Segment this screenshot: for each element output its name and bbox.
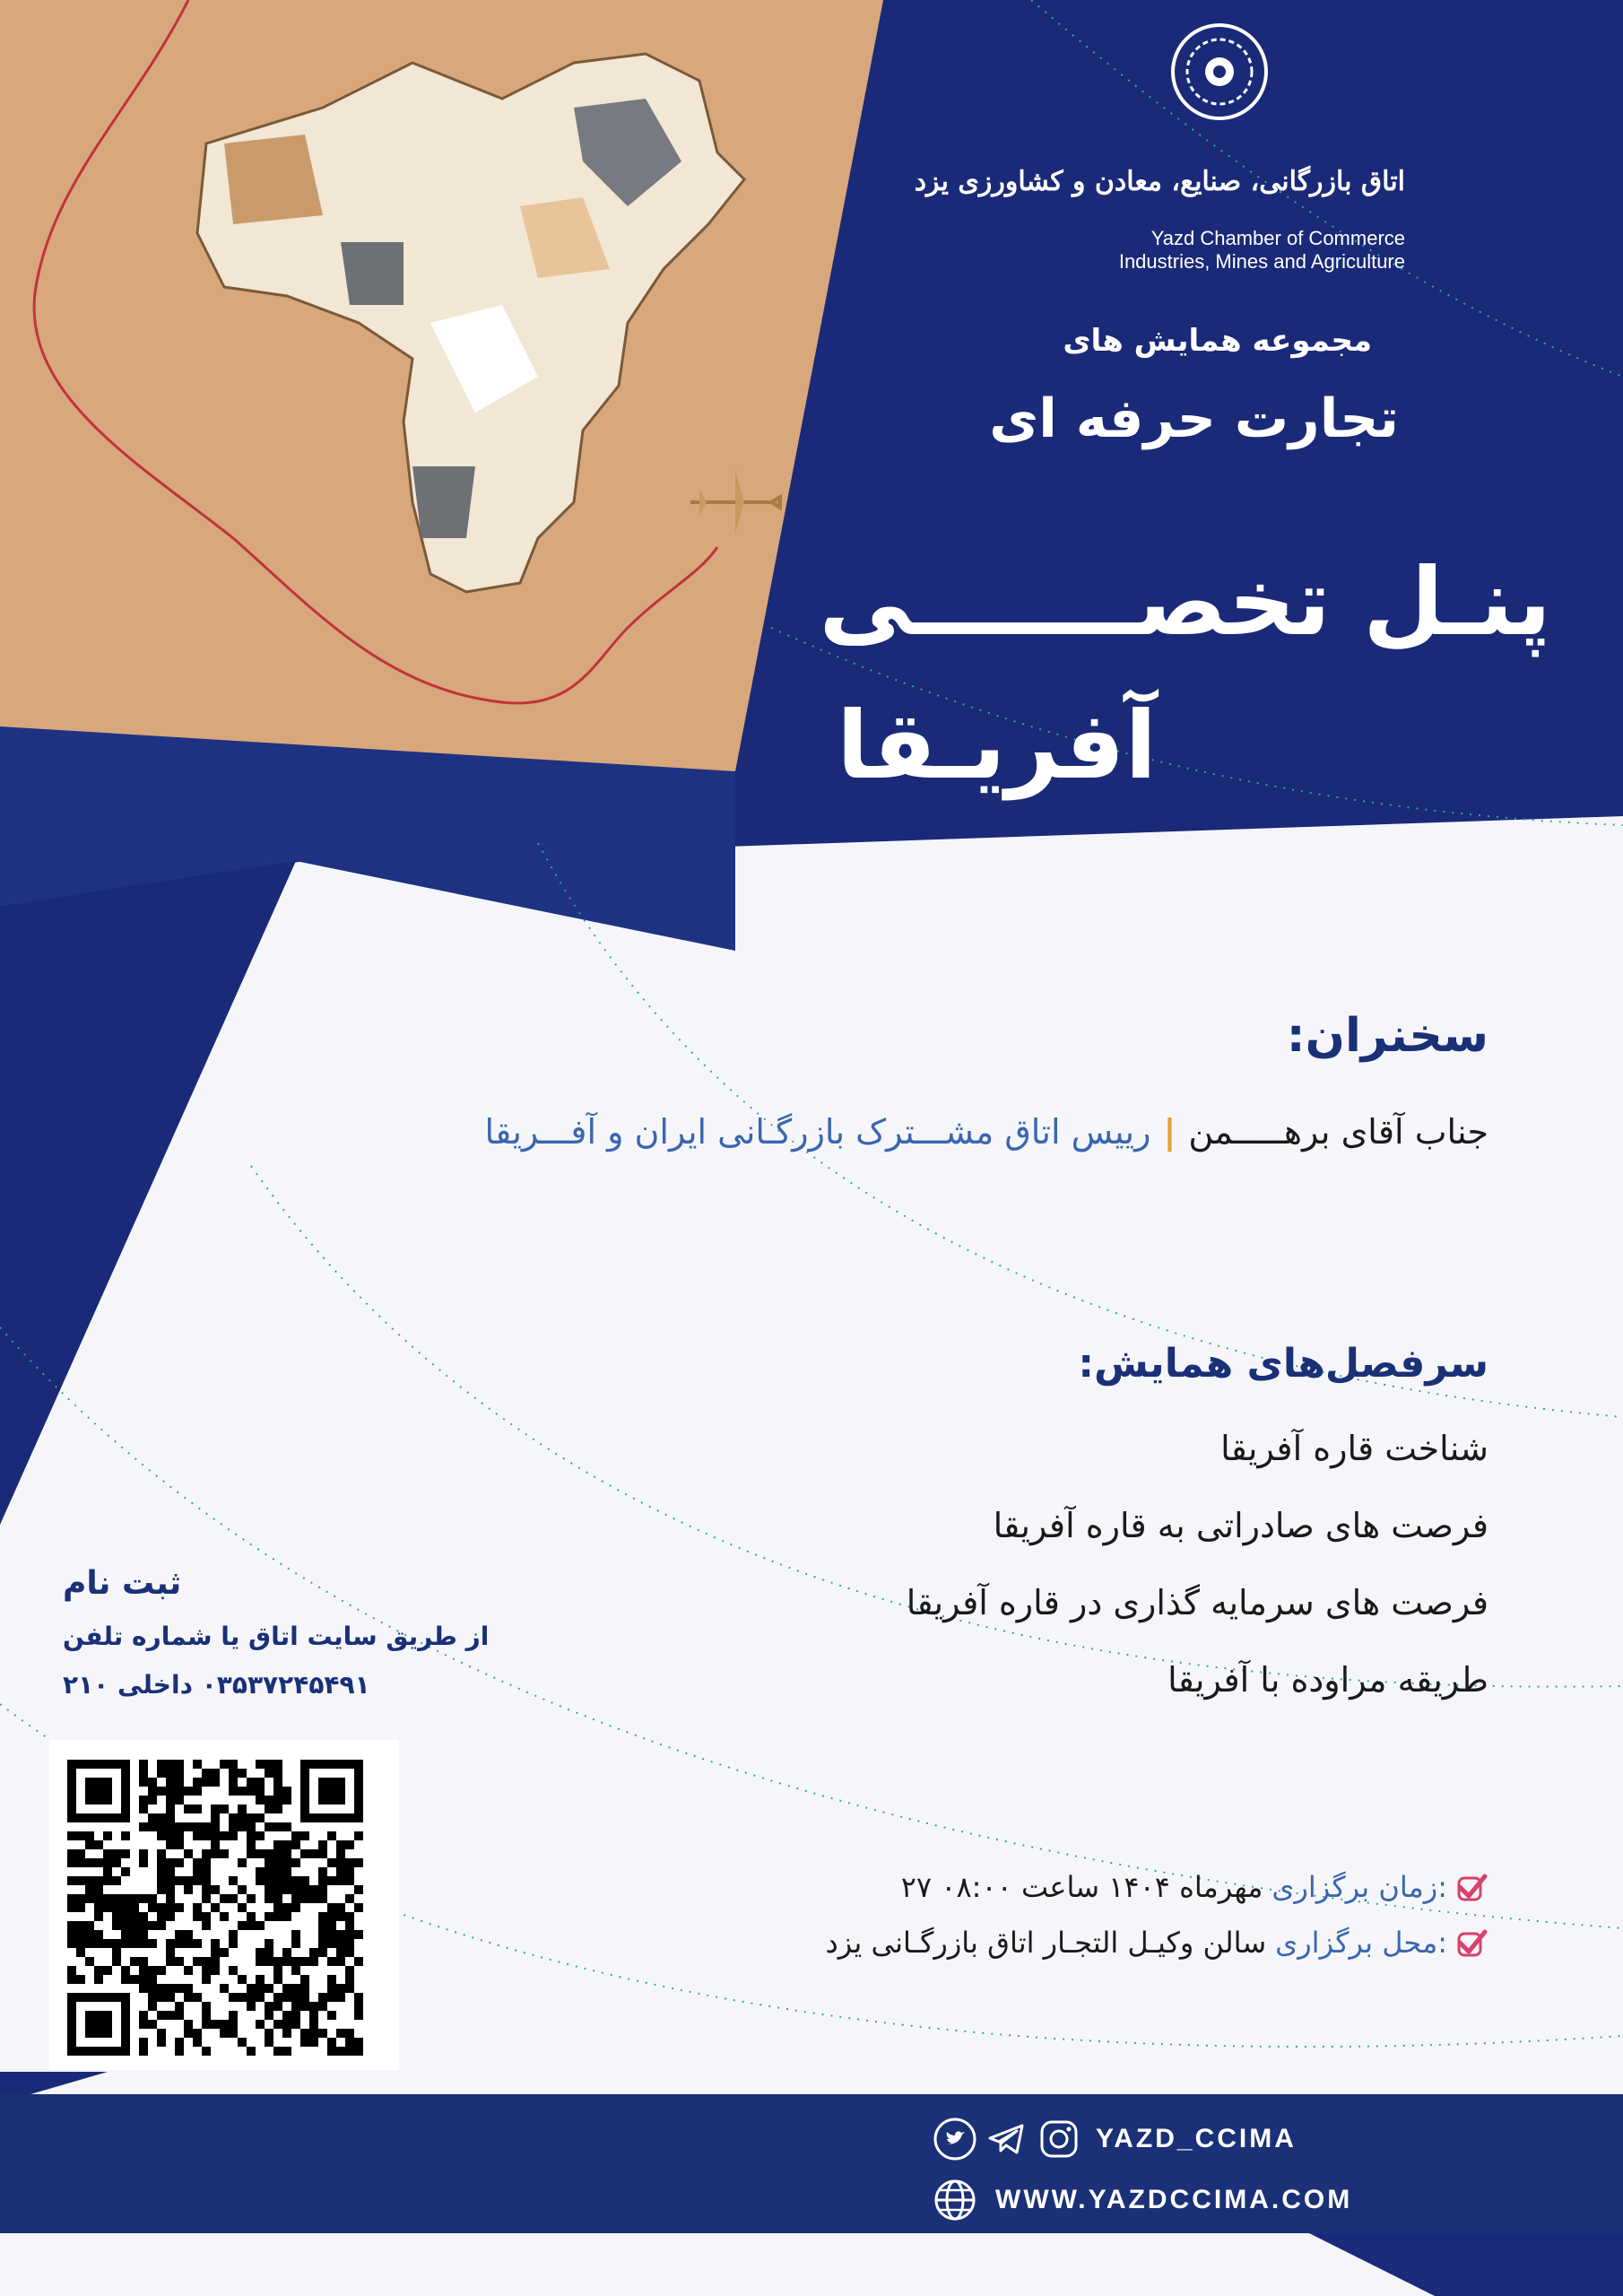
qr-code-image (49, 1740, 399, 2070)
twitter-icon[interactable] (933, 2117, 977, 2161)
event-venue-label: محل برگزاری: (1275, 1926, 1447, 1960)
list-item: فرصت های صادراتی به قاره آفریقا (993, 1506, 1488, 1545)
social-row (933, 2117, 1297, 2161)
event-time-label: زمان برگزاری: (1271, 1870, 1447, 1904)
panel-title-line2: آفریـقا (837, 691, 1157, 800)
registration-title: ثبت نام (63, 1565, 182, 1602)
topics-heading: سرفصل‌های همایش: (1078, 1341, 1488, 1387)
qr-code[interactable] (49, 1740, 399, 2070)
social-handle[interactable]: YAZD_CCIMA (1096, 2124, 1297, 2153)
logo-name-en-line2: Industries, Mines and Agriculture (1118, 250, 1405, 273)
navy-left-wedge (0, 861, 296, 1525)
globe-icon (933, 2178, 977, 2222)
topics-list (907, 1422, 1488, 1730)
panel-title-line1: پنـل تخصـــــــی (819, 547, 1551, 657)
footer-bar (0, 2094, 1623, 2233)
event-time-value: ۲۷ مهرماه ۱۴۰۴ ساعت ۰۸:۰۰ (900, 1870, 1263, 1904)
speaker-role: رییس اتاق مشـــترک بازرگـانی ایران و آفـــریقا (484, 1112, 1151, 1152)
check-icon (1456, 1871, 1488, 1903)
logo-name-en-line1: Yazd Chamber of Commerce (1150, 227, 1405, 249)
chamber-logo-icon (1170, 22, 1269, 121)
speakers-heading: سخنران: (1286, 1009, 1488, 1063)
event-venue-row (825, 1926, 1488, 1960)
logo-name-fa: اتاق بازرگانی، صنایع، معادن و کشاورزی یزد (914, 166, 1405, 197)
check-icon (1456, 1926, 1488, 1959)
instagram-icon[interactable] (1037, 2117, 1081, 2161)
website-link[interactable]: WWW.YAZDCCIMA.COM (995, 2185, 1353, 2214)
series-title: تجارت حرفه ای (989, 387, 1399, 450)
registration-phone[interactable]: ۰۳۵۳۷۲۴۵۴۹۱ داخلی ۲۱۰ (63, 1670, 370, 1700)
speaker-name: جناب آقای برهـــــمن (1188, 1112, 1488, 1152)
event-venue-value: سالن وکیـل التجـار اتاق بازرگـانی یزد (825, 1926, 1267, 1960)
series-subtitle: مجموعه همایش های (1063, 323, 1372, 359)
telegram-icon[interactable] (985, 2117, 1029, 2161)
list-item: طریقه مراوده با آفریقا (1167, 1660, 1488, 1700)
registration-line1: از طریق سایت اتاق یا شماره تلفن (63, 1622, 490, 1651)
speaker-separator: | (1163, 1112, 1176, 1152)
navy-bottom-right-wedge (1309, 2233, 1623, 2296)
event-time-row (901, 1870, 1488, 1904)
list-item: شناخت قاره آفریقا (1220, 1429, 1488, 1468)
website-row (933, 2178, 1352, 2222)
speaker-line (485, 1112, 1488, 1152)
logo-name-en (1119, 227, 1405, 274)
list-item: فرصت های سرمایه گذاری در قاره آفریقا (906, 1583, 1488, 1622)
